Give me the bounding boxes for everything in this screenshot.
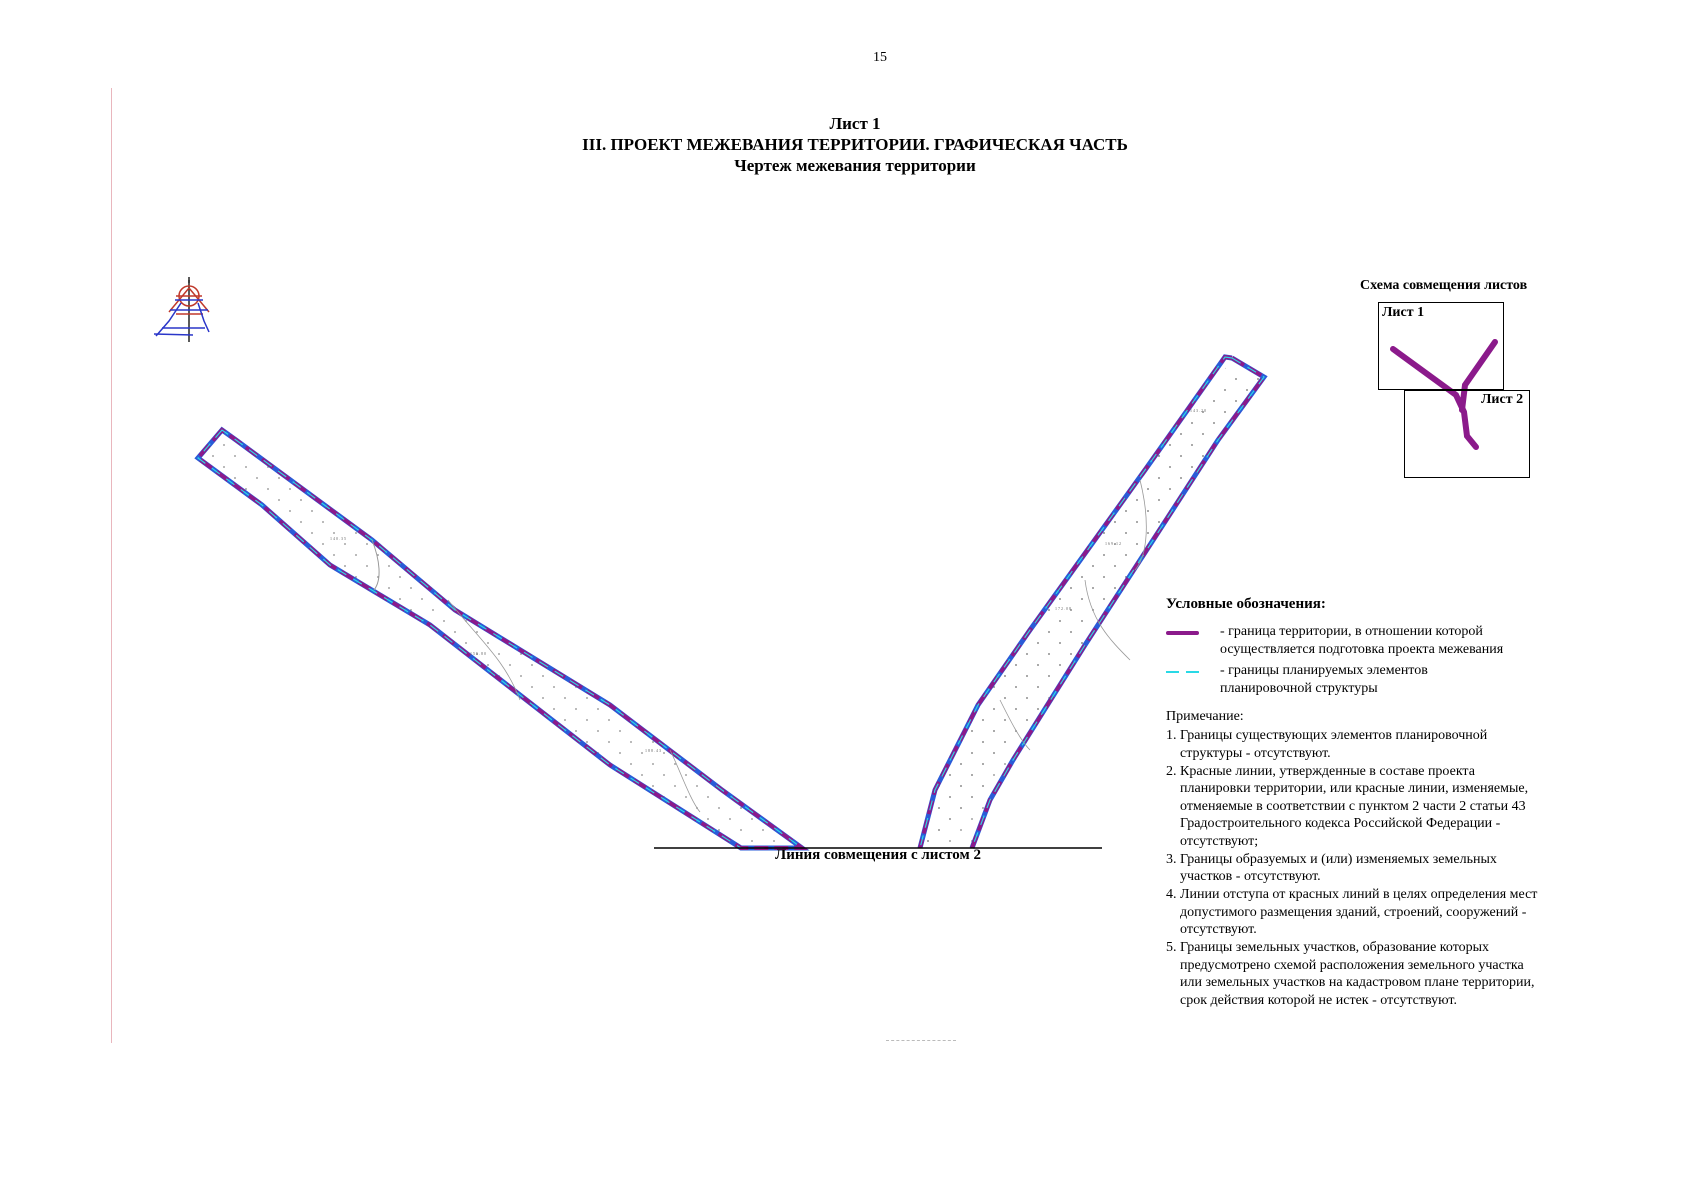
sheet-title: Лист 1 — [829, 114, 881, 133]
north-arrow-icon — [154, 277, 209, 342]
scheme-sheet-2-label: Лист 2 — [1481, 392, 1524, 407]
purple-line-icon — [1166, 631, 1199, 635]
left-territory-strip — [198, 430, 802, 848]
svg-text:1 7 2 . 0 8: 1 7 2 . 0 8 — [1055, 606, 1071, 611]
section-title: III. ПРОЕКТ МЕЖЕВАНИЯ ТЕРРИТОРИИ. ГРАФИЧЕСКАЯ ЧАСТЬ — [582, 135, 1128, 154]
note-item: 3. Границы образуемых и (или) изменяемых земельных участков - отсутствуют. — [1166, 851, 1497, 884]
svg-text:1 4 0 . 3 5: 1 4 0 . 3 5 — [330, 536, 346, 541]
svg-text:1 5 5 . 8 0: 1 5 5 . 8 0 — [470, 651, 486, 656]
scheme-sheet-1-label: Лист 1 — [1382, 305, 1425, 320]
legend-item-text: - границы планируемых элементов планировочной структуры — [1220, 663, 1428, 696]
cyan-dashed-line-icon — [1166, 671, 1199, 673]
scheme-title: Схема совмещения листов — [1360, 278, 1528, 293]
legend-item-text: - граница территории, в отношении которой осуществляется подготовка проекта межевания — [1220, 624, 1504, 657]
note-item: 5. Границы земельных участков, образование которых предусмотрено схемой расположения земельного участка или земельных участков на кадастровом плане территории, срок действия которой не истек - отсутствуют. — [1166, 940, 1535, 1008]
faint-mark — [886, 1040, 956, 1042]
notes-title: Примечание: — [1166, 709, 1244, 724]
legend-title: Условные обозначения: — [1166, 596, 1326, 612]
drawing-title: Чертеж межевания территории — [734, 156, 976, 175]
note-item: 2. Красные линии, утвержденные в составе проекта планировки территории, или красные линии, изменяемые, отменяемые в соответствии с пунктом 2 части 2 статьи 43 Градостроительного кодекса Российской Федерации - отсутствуют; — [1166, 763, 1529, 849]
svg-text:1 8 8 . 4 3: 1 8 8 . 4 3 — [645, 748, 661, 753]
page-number: 15 — [873, 50, 887, 65]
note-item: 4. Линии отступа от красных линий в целях определения мест допустимого размещения зданий, строений, сооружений - отсутствуют. — [1166, 887, 1538, 937]
notes-list — [1166, 727, 1546, 1009]
svg-text:1 6 9 . 1 2: 1 6 9 . 1 2 — [1105, 541, 1121, 546]
note-item: 1. Границы существующих элементов планировочной структуры - отсутствуют. — [1166, 728, 1488, 761]
combination-line-label: Линия совмещения с листом 2 — [775, 847, 981, 863]
svg-text:1 4 3 . 2 0: 1 4 3 . 2 0 — [1190, 408, 1206, 413]
